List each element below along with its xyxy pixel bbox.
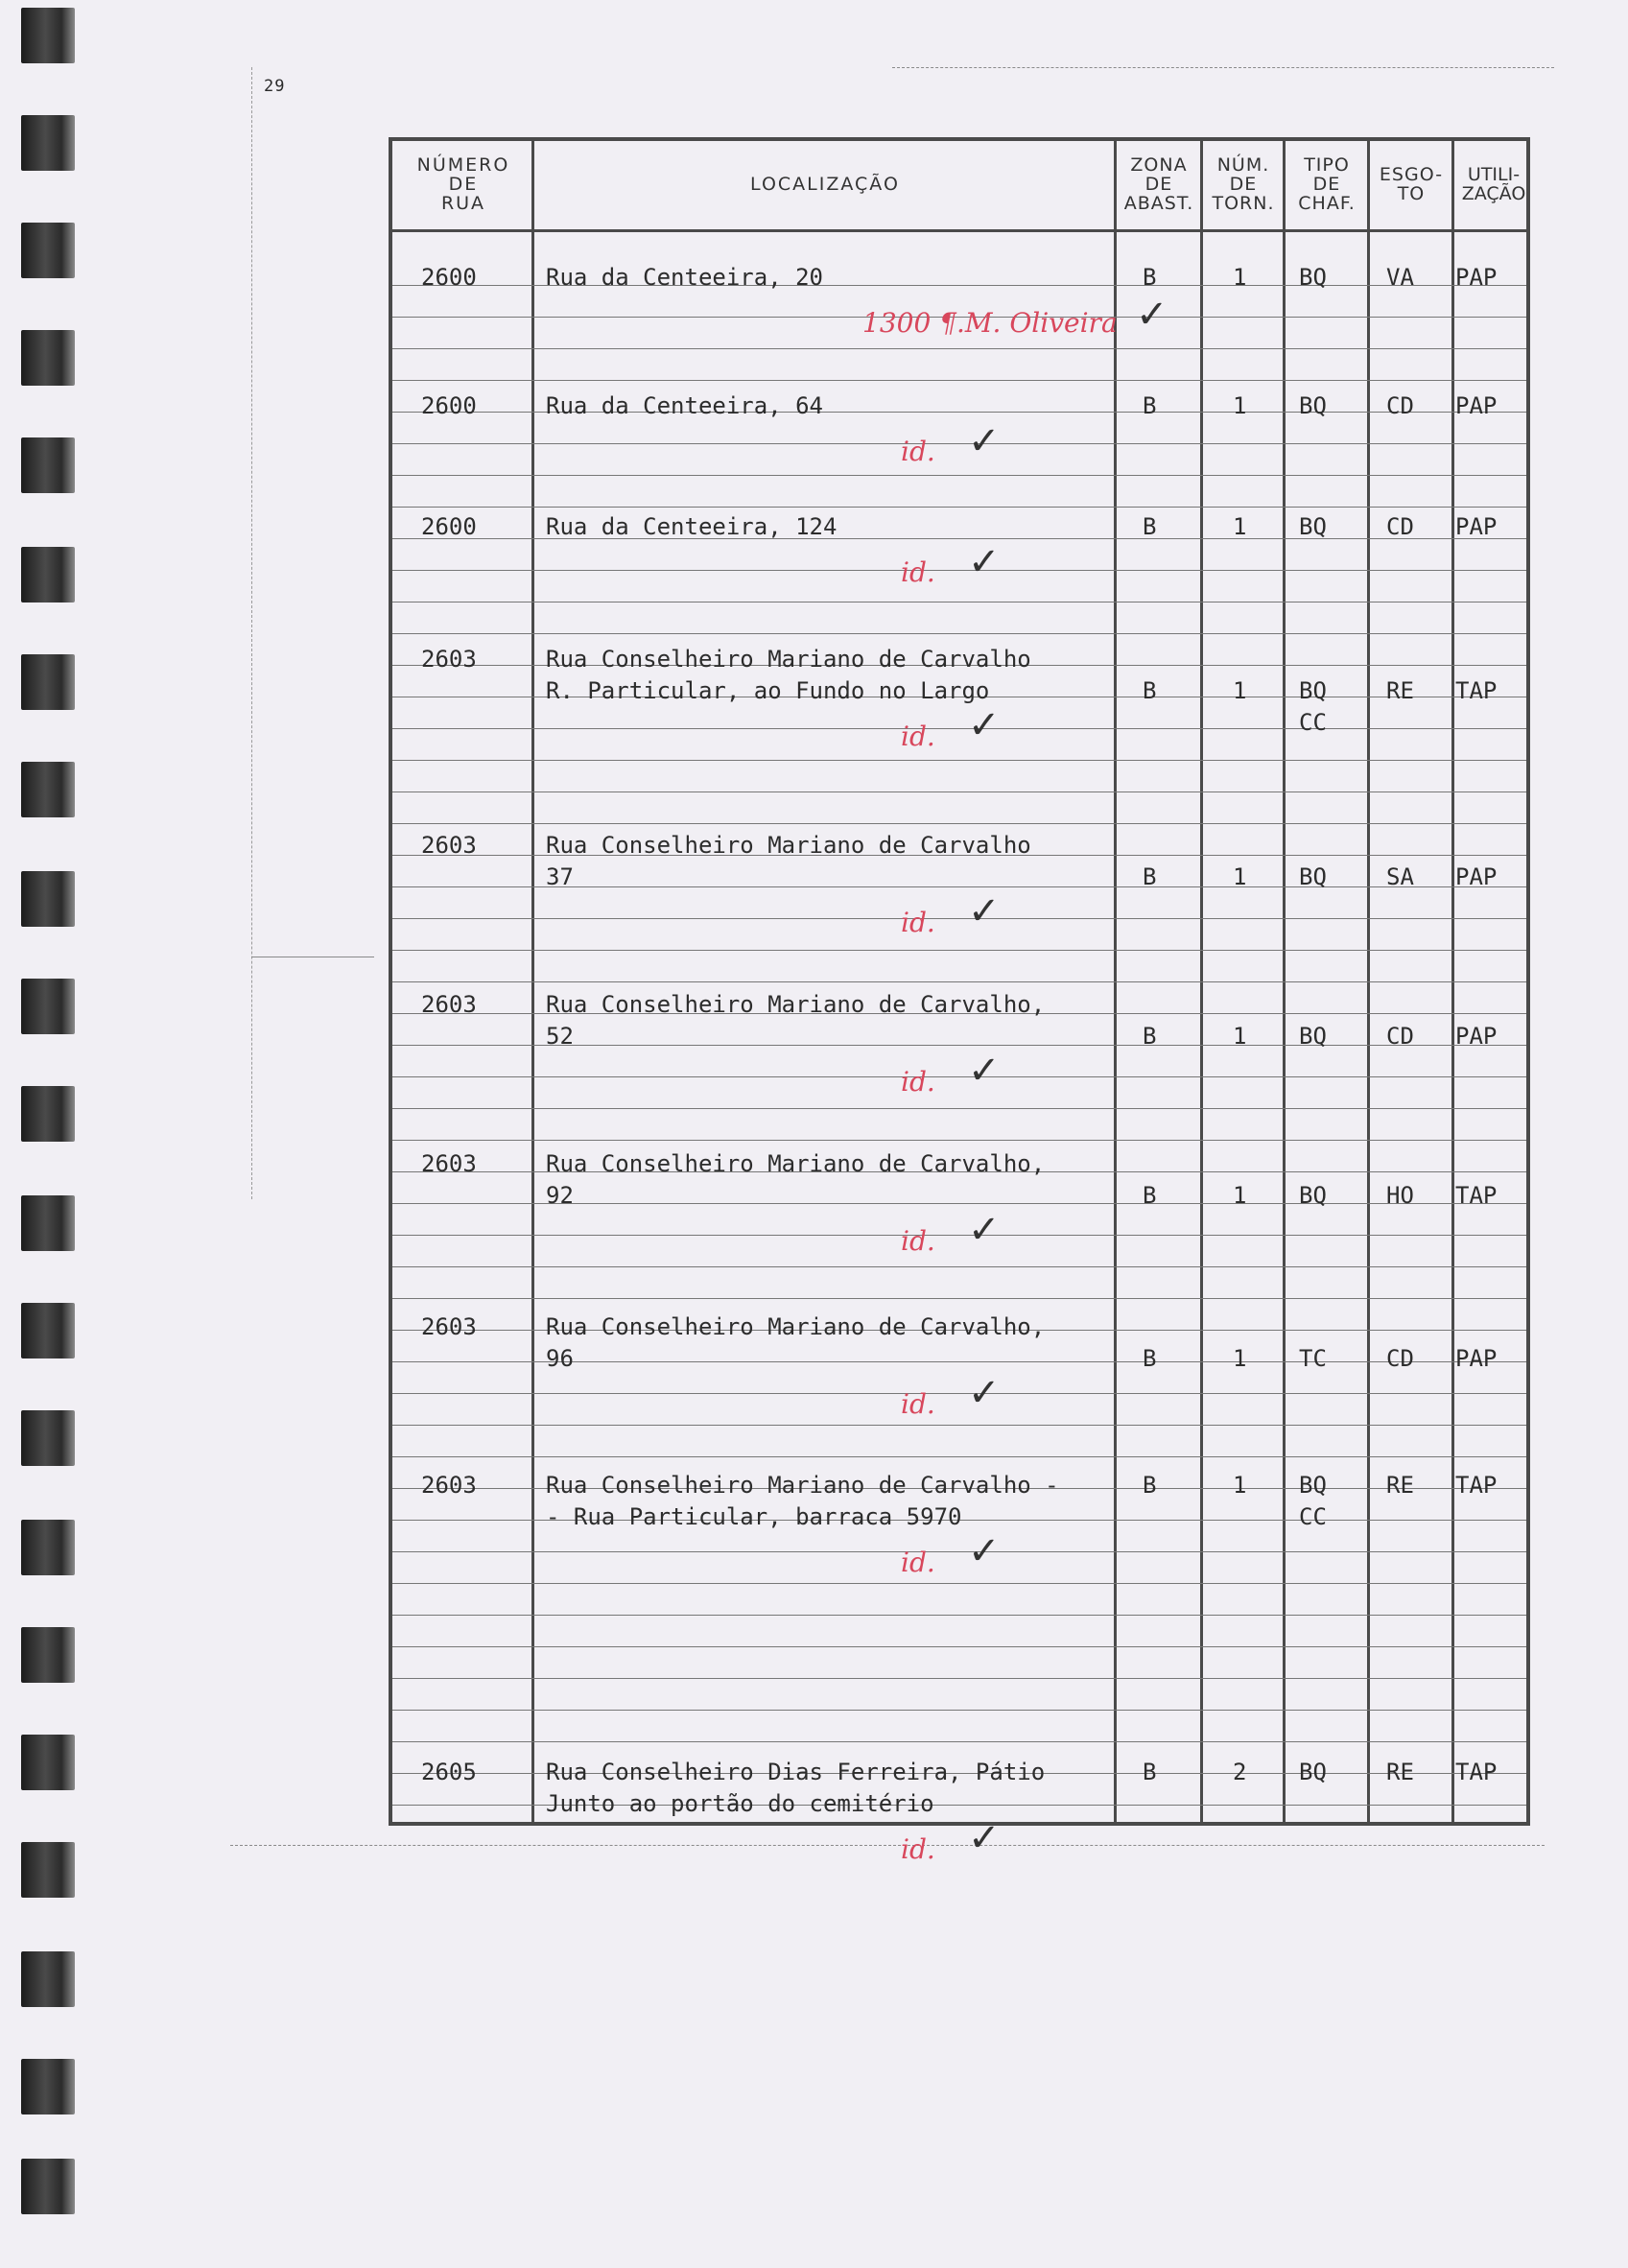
row-location: Rua Conselheiro Mariano de Carvalho -	[546, 1472, 1059, 1499]
handwritten-annotation: id.	[901, 556, 935, 588]
row-location-line2: R. Particular, ao Fundo no Largo	[546, 677, 990, 704]
check-mark-icon: ✓	[968, 1208, 1001, 1252]
row-location-line2: - Rua Particular, barraca 5970	[546, 1503, 962, 1530]
ruled-line	[392, 918, 1526, 919]
row-numero: 2603	[421, 1472, 477, 1499]
row-location: Rua Conselheiro Mariano de Carvalho	[546, 832, 1031, 859]
handwritten-annotation: id.	[901, 1066, 935, 1098]
water-supply-table	[389, 137, 1530, 1865]
ruled-line	[392, 1140, 1526, 1141]
ruled-line	[392, 823, 1526, 824]
ruled-line	[392, 1076, 1526, 1077]
row-utilizacao: TAP	[1455, 1182, 1498, 1209]
handwritten-annotation: id.	[901, 436, 935, 467]
row-location: Rua da Centeeira, 20	[546, 264, 823, 291]
ruled-line	[392, 380, 1526, 381]
ruled-line	[392, 1710, 1526, 1711]
row-esgoto: RE	[1386, 1472, 1414, 1499]
row-torneiras: 1	[1233, 264, 1247, 291]
row-zona: B	[1143, 1345, 1157, 1372]
row-numero: 2600	[421, 513, 477, 540]
ruled-line	[392, 1108, 1526, 1109]
row-utilizacao: PAP	[1455, 264, 1498, 291]
row-numero: 2603	[421, 832, 477, 859]
row-numero: 2603	[421, 646, 477, 673]
ruled-line	[392, 1615, 1526, 1616]
row-esgoto: CD	[1386, 513, 1414, 540]
row-numero: 2600	[421, 264, 477, 291]
row-tipo: BQ	[1299, 1023, 1327, 1050]
handwritten-annotation: 1300 ¶.M. Oliveira	[862, 307, 1118, 339]
check-mark-icon: ✓	[968, 540, 1001, 584]
check-mark-icon: ✓	[968, 889, 1001, 933]
row-torneiras: 1	[1233, 677, 1247, 704]
check-mark-icon: ✓	[968, 419, 1001, 463]
header-localizacao: LOCALIZAÇÃO	[750, 174, 900, 196]
row-tipo: TC	[1299, 1345, 1327, 1372]
row-zona: B	[1143, 392, 1157, 419]
ruled-line	[392, 475, 1526, 476]
row-tipo-line2: CC	[1299, 709, 1327, 736]
row-tipo: BQ	[1299, 513, 1327, 540]
header-utilizacao: UTILI- ZAÇÃO	[1461, 164, 1526, 204]
handwritten-annotation: id.	[901, 1547, 935, 1578]
row-zona: B	[1143, 1759, 1157, 1785]
row-numero: 2600	[421, 392, 477, 419]
row-tipo: BQ	[1299, 1472, 1327, 1499]
row-location-line2: Junto ao portão do cemitério	[546, 1790, 934, 1817]
row-torneiras: 2	[1233, 1759, 1247, 1785]
ruled-line	[392, 1551, 1526, 1552]
row-numero: 2603	[421, 991, 477, 1018]
ruled-line	[392, 1583, 1526, 1584]
handwritten-annotation: id.	[901, 1833, 935, 1865]
handwritten-annotation: id.	[901, 721, 935, 752]
row-location-line2: 52	[546, 1023, 574, 1050]
ruled-line	[392, 633, 1526, 634]
row-location-line2: 37	[546, 863, 574, 890]
top-rule	[892, 67, 1554, 68]
row-zona: B	[1143, 513, 1157, 540]
handwritten-annotation: id.	[901, 1225, 935, 1257]
header-zona: ZONA DE ABAST.	[1123, 154, 1194, 214]
ruled-line	[392, 348, 1526, 349]
row-location: Rua Conselheiro Mariano de Carvalho,	[546, 1313, 1046, 1340]
ruled-line	[392, 1678, 1526, 1679]
check-mark-icon: ✓	[968, 1529, 1001, 1573]
row-tipo: BQ	[1299, 1759, 1327, 1785]
margin-rule	[251, 67, 252, 1199]
check-mark-icon: ✓	[968, 1049, 1001, 1093]
header-esgoto: ESGO- TO	[1379, 164, 1444, 204]
row-esgoto: CD	[1386, 1023, 1414, 1050]
handwritten-annotation: id.	[901, 907, 935, 938]
row-torneiras: 1	[1233, 1345, 1247, 1372]
ruled-line	[392, 1456, 1526, 1457]
row-torneiras: 1	[1233, 513, 1247, 540]
row-tipo-line2: CC	[1299, 1503, 1327, 1530]
row-esgoto: RE	[1386, 677, 1414, 704]
row-utilizacao: PAP	[1455, 863, 1498, 890]
check-mark-icon: ✓	[968, 1816, 1001, 1860]
row-location: Rua Conselheiro Mariano de Carvalho,	[546, 1150, 1046, 1177]
row-utilizacao: TAP	[1455, 677, 1498, 704]
row-tipo: BQ	[1299, 863, 1327, 890]
ruled-line	[392, 950, 1526, 951]
row-esgoto: VA	[1386, 264, 1414, 291]
row-esgoto: CD	[1386, 392, 1414, 419]
row-tipo: BQ	[1299, 677, 1327, 704]
row-utilizacao: PAP	[1455, 513, 1498, 540]
bottom-rule	[230, 1845, 1545, 1846]
ruled-line	[392, 1235, 1526, 1236]
ruled-line	[392, 728, 1526, 729]
row-esgoto: SA	[1386, 863, 1414, 890]
row-location-line2: 92	[546, 1182, 574, 1209]
header-torn: NÚM. DE TORN.	[1212, 154, 1275, 214]
ruled-line	[392, 1425, 1526, 1426]
check-mark-icon: ✓	[968, 1371, 1001, 1415]
row-torneiras: 1	[1233, 1472, 1247, 1499]
ruled-line	[392, 981, 1526, 982]
row-location: Rua Conselheiro Dias Ferreira, Pátio	[546, 1759, 1046, 1785]
header-numero: NÚMERO DE RUA	[416, 154, 510, 214]
row-location: Rua da Centeeira, 124	[546, 513, 838, 540]
row-location: Rua Conselheiro Mariano de Carvalho,	[546, 991, 1046, 1018]
row-numero: 2605	[421, 1759, 477, 1785]
ruled-line	[392, 1393, 1526, 1394]
row-torneiras: 1	[1233, 392, 1247, 419]
row-zona: B	[1143, 677, 1157, 704]
row-zona: B	[1143, 264, 1157, 291]
row-location: Rua da Centeeira, 64	[546, 392, 823, 419]
row-numero: 2603	[421, 1150, 477, 1177]
page-number: 29	[264, 77, 286, 96]
check-mark-icon: ✓	[968, 703, 1001, 747]
row-utilizacao: PAP	[1455, 1023, 1498, 1050]
row-location-line2: 96	[546, 1345, 574, 1372]
row-torneiras: 1	[1233, 863, 1247, 890]
check-mark-icon: ✓	[1136, 293, 1168, 337]
row-utilizacao: PAP	[1455, 1345, 1498, 1372]
ruled-line	[392, 1646, 1526, 1647]
row-utilizacao: TAP	[1455, 1759, 1498, 1785]
ruled-line	[392, 760, 1526, 761]
ruled-line	[392, 507, 1526, 508]
row-numero: 2603	[421, 1313, 477, 1340]
ruled-line	[392, 1741, 1526, 1742]
handwritten-annotation: id.	[901, 1388, 935, 1420]
row-zona: B	[1143, 1182, 1157, 1209]
ruled-line	[392, 570, 1526, 571]
row-esgoto: CD	[1386, 1345, 1414, 1372]
ruled-line	[392, 443, 1526, 444]
ruled-line	[392, 1266, 1526, 1267]
row-esgoto: RE	[1386, 1759, 1414, 1785]
row-tipo: BQ	[1299, 1182, 1327, 1209]
row-utilizacao: TAP	[1455, 1472, 1498, 1499]
row-location: Rua Conselheiro Mariano de Carvalho	[546, 646, 1031, 673]
row-torneiras: 1	[1233, 1023, 1247, 1050]
row-tipo: BQ	[1299, 392, 1327, 419]
ruled-line	[392, 791, 1526, 792]
row-zona: B	[1143, 1023, 1157, 1050]
row-tipo: BQ	[1299, 264, 1327, 291]
row-esgoto: HO	[1386, 1182, 1414, 1209]
header-tipo: TIPO DE CHAF.	[1298, 154, 1356, 214]
row-torneiras: 1	[1233, 1182, 1247, 1209]
ruled-line	[392, 1298, 1526, 1299]
row-utilizacao: PAP	[1455, 392, 1498, 419]
row-zona: B	[1143, 1472, 1157, 1499]
row-zona: B	[1143, 863, 1157, 890]
